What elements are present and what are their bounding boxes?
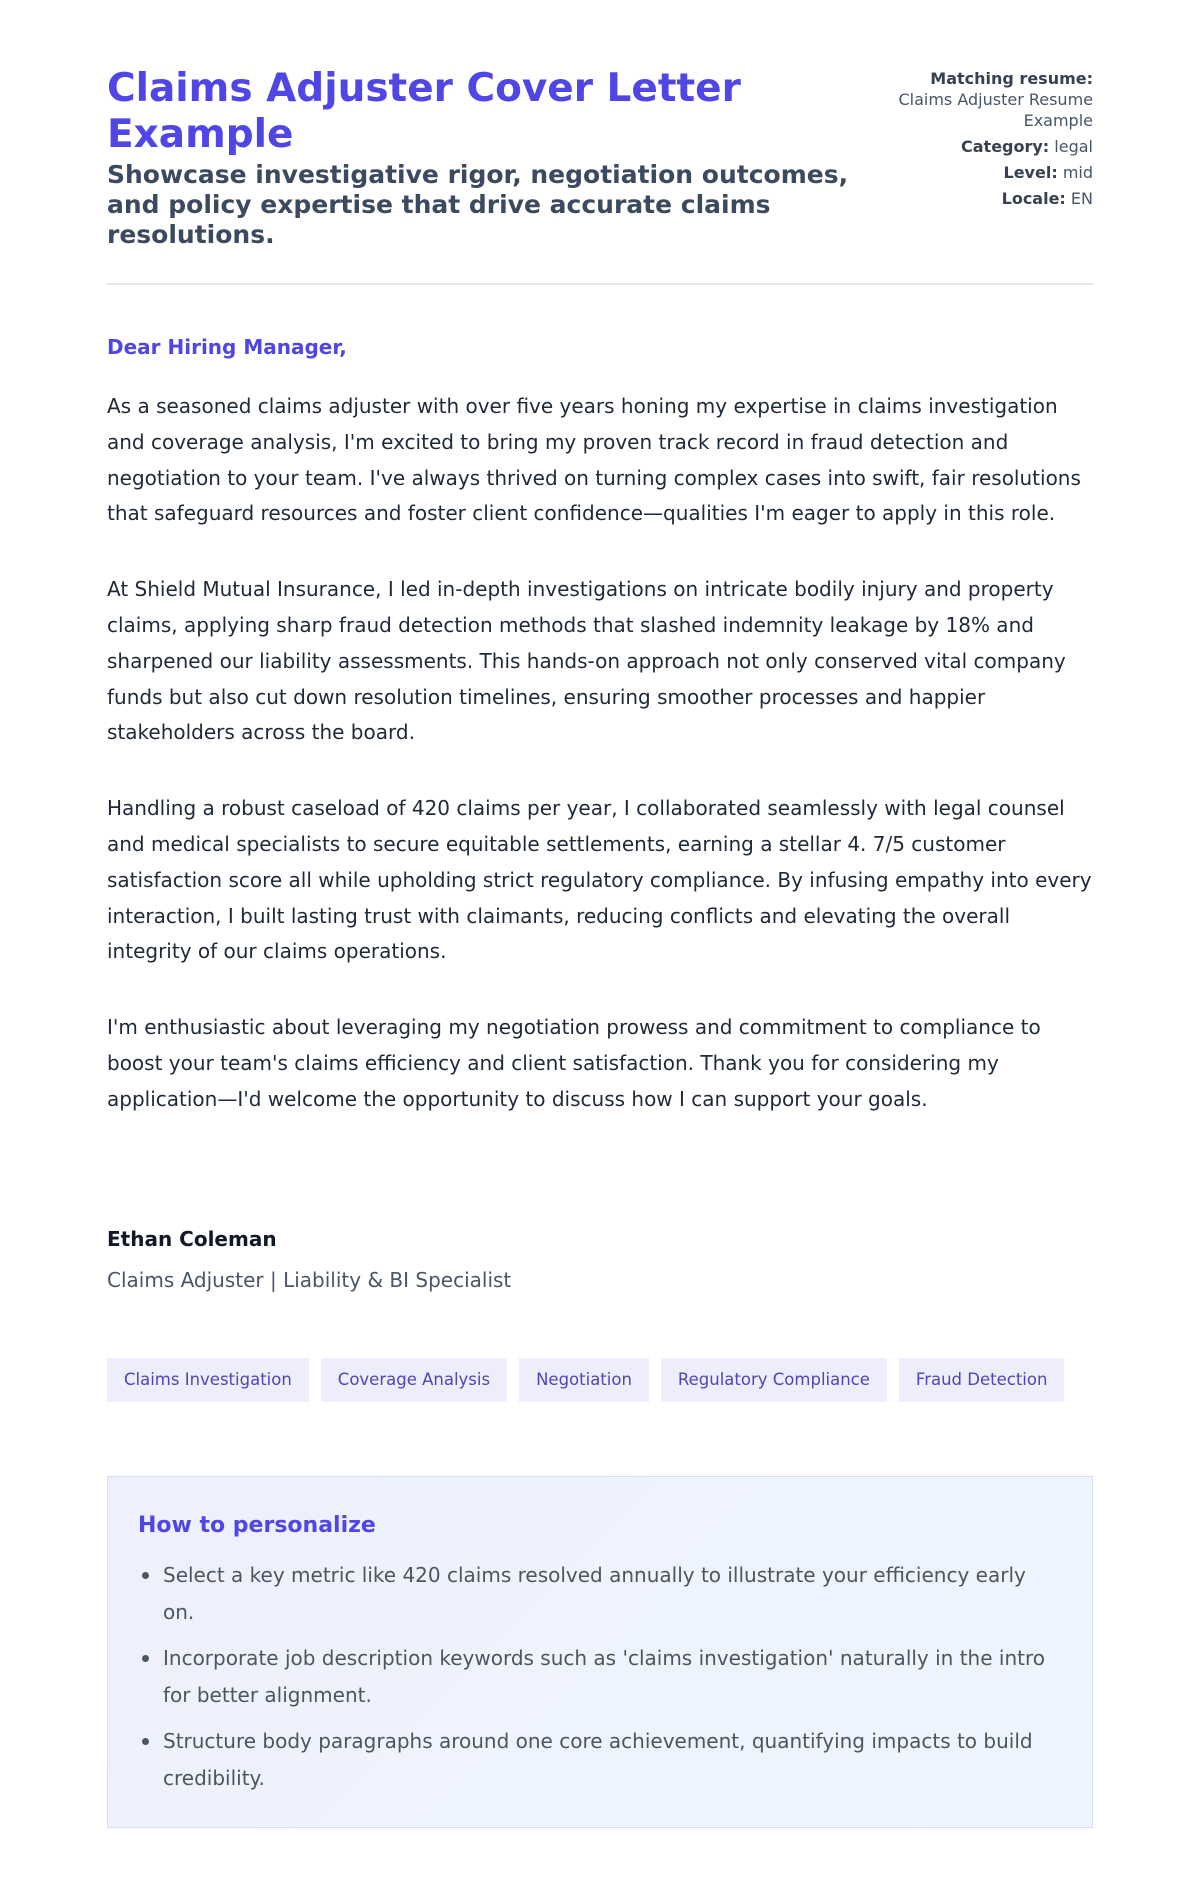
signature-title: Claims Adjuster | Liability & BI Specialist [107, 1268, 512, 1292]
meta-locale [856, 188, 1093, 209]
meta-locale-label: Locale: [1001, 189, 1066, 208]
meta-matching-resume-link[interactable]: Claims Adjuster Resume Example [898, 90, 1093, 130]
page-title: Claims Adjuster Cover Letter Example [107, 66, 741, 157]
skill-tags [107, 1358, 1064, 1402]
tips-heading: How to personalize [138, 1513, 376, 1538]
header-titles [107, 66, 856, 250]
meta-level [856, 162, 1093, 183]
tip-item [138, 1557, 1062, 1631]
personalize-tips-box [107, 1476, 1093, 1828]
tips-list [138, 1557, 1062, 1797]
letter-paragraph: At Shield Mutual Insurance, I led in-depth investigations on intricate bodily injury and property claims, applying sharp fraud detection methods that slashed indemnity leakage by 18% and sharpened our liability assessments. This hands-on approach not only conserved vital company funds but also cut down resolution timelines, ensuring smoother processes and happier stakeholders across the board. [107, 577, 1066, 745]
meta-category [856, 136, 1093, 157]
cover-letter-page [107, 0, 1093, 1790]
signature-block [107, 1225, 511, 1294]
skill-tag: Negotiation [519, 1358, 649, 1402]
meta-level-value: mid [1062, 163, 1093, 182]
meta-level-label: Level: [1003, 163, 1058, 182]
bullet-icon [142, 1655, 149, 1662]
meta-category-value: legal [1054, 137, 1093, 156]
skill-tag: Fraud Detection [899, 1358, 1065, 1402]
letter-paragraph: I'm enthusiastic about leveraging my negotiation prowess and commitment to compliance to boost your team's claims efficiency and client satisfaction. Thank you for considering my application—I'd welcome the opportunity to discuss how I can support your goals. [107, 1015, 1041, 1111]
meta-matching-resume [856, 68, 1093, 131]
tip-item [138, 1640, 1062, 1714]
letter-paragraph: Handling a robust caseload of 420 claims per year, I collaborated seamlessly with legal counsel and medical specialists to secure equitable settlements, earning a stellar 4. 7/5 customer satisfaction score all while upholding strict regulatory compliance. By infusing empathy into every interaction, I built lasting trust with claimants, reducing conflicts and elevating the overall integrity of our claims operations. [107, 796, 1092, 964]
skill-tag: Claims Investigation [107, 1358, 309, 1402]
skill-tag: Regulatory Compliance [661, 1358, 887, 1402]
letter-paragraph: As a seasoned claims adjuster with over five years honing my expertise in claims investigation and coverage analysis, I'm excited to bring my proven track record in fraud detection and negotiation to your team. I've always thrived on turning complex cases into swift, fair resolutions that safeguard resources and foster client confidence—qualities I'm eager to apply in this role. [107, 394, 1081, 526]
letter-greeting: Dear Hiring Manager, [107, 335, 347, 359]
tip-item [138, 1723, 1062, 1797]
letter-body [107, 389, 1092, 1158]
meta-info [856, 66, 1093, 214]
bullet-icon [142, 1738, 149, 1745]
page-header [107, 0, 1093, 250]
tip-text: Incorporate job description keywords such as 'claims investigation' naturally in the intro for better alignment. [163, 1646, 1045, 1707]
tip-text: Select a key metric like 420 claims resolved annually to illustrate your efficiency early on. [163, 1563, 1026, 1624]
header-divider [107, 283, 1093, 285]
signature-name: Ethan Coleman [107, 1227, 277, 1251]
bullet-icon [142, 1572, 149, 1579]
meta-category-label: Category: [961, 137, 1050, 156]
meta-matching-resume-label: Matching resume: [930, 69, 1093, 88]
skill-tag: Coverage Analysis [321, 1358, 507, 1402]
meta-locale-value: EN [1070, 189, 1093, 208]
page-subtitle: Showcase investigative rigor, negotiation outcomes, and policy expertise that drive accurate claims resolutions. [107, 160, 849, 249]
tip-text: Structure body paragraphs around one core achievement, quantifying impacts to build credibility. [163, 1729, 1033, 1790]
